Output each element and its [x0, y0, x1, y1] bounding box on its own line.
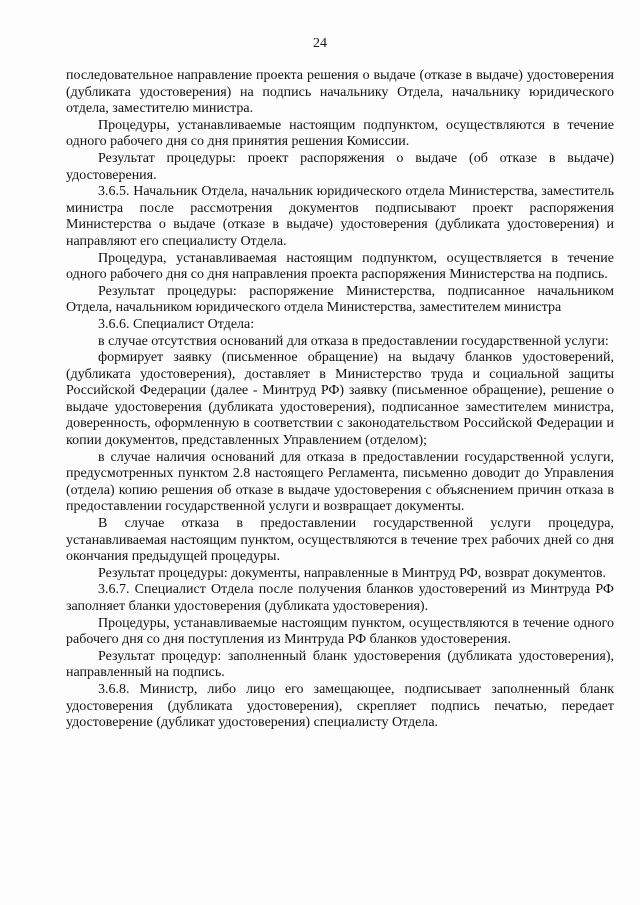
paragraph: Процедура, устанавливаемая настоящим подпунктом, осуществляется в течение одного рабочего дня со дня направления проекта распоряжения Министерства на подпись.	[66, 250, 614, 283]
paragraph: последовательное направление проекта решения о выдаче (отказе в выдаче) удостоверения (дубликата удостоверения) на подпись начальнику Отдела, начальнику юридического отдела, заместителю министра.	[66, 68, 614, 117]
paragraph: в случае отсутствия оснований для отказа в предоставлении государственной услуги:	[98, 333, 609, 349]
paragraph: В случае отказа в предоставлении государственной услуги процедура, устанавливаемая настоящим пунктом, осуществляются в течение трех рабочих дней со дня окончания предыдущей процедуры.	[66, 516, 614, 565]
body-text	[66, 68, 614, 732]
paragraph: Результат процедуры: распоряжение Министерства, подписанное начальником Отдела, начальником юридического отдела Министерства, заместителем министра	[66, 283, 614, 316]
paragraph: в случае наличия оснований для отказа в предоставлении государственной услуги, предусмотренных пунктом 2.8 настоящего Регламента, письменно доводит до Управления (отдела) копию решения об отказе в выдаче удостоверения с объяснением причин отказа в предоставлении государственной услуги и возвращает документы.	[66, 449, 614, 515]
paragraph: Процедуры, устанавливаемые настоящим пунктом, осуществляются в течение одного рабочего дня со дня поступления из Минтруда РФ бланков удостоверения.	[66, 615, 614, 648]
paragraph: 3.6.5. Начальник Отдела, начальник юридического отдела Министерства, заместитель министра после рассмотрения документов подписывают проект распоряжения Министерства о выдаче (отказе в выдаче) удостоверения (дубликата удостоверения) и направляют его специалисту Отдела.	[66, 184, 614, 249]
paragraph: Результат процедуры: проект распоряжения о выдаче (об отказе в выдаче) удостоверения.	[66, 150, 614, 183]
paragraph: 3.6.6. Специалист Отдела:	[98, 316, 255, 332]
paragraph: Результат процедуры: документы, направленные в Минтруд РФ, возврат документов.	[98, 565, 606, 581]
paragraph: Результат процедур: заполненный бланк удостоверения (дубликата удостоверения), направленный на подпись.	[66, 648, 614, 681]
page-number: 24	[313, 36, 327, 51]
paragraph: Процедуры, устанавливаемые настоящим подпунктом, осуществляются в течение одного рабочего дня со дня принятия решения Комиссии.	[66, 117, 614, 150]
paragraph: формирует заявку (письменное обращение) на выдачу бланков удостоверений, (дубликата удостоверения), доставляет в Министерство труда и социальной защиты Российской Федерации (далее - Минтруд РФ) заявку (письменное обращение), решение о выдаче удостоверения (дубликата удостоверения), подписанное заместителем министра, доверенность, оформленную в соответствии с законодательством Российской Федерации и копии документов, представленных Управлением (отделом);	[66, 350, 614, 449]
paragraph: 3.6.8. Министр, либо лицо его замещающее, подписывает заполненный бланк удостоверения (дубликата удостоверения), скрепляет подпись печатью, передает удостоверение (дубликат удостоверения) специалисту Отдела.	[66, 681, 614, 731]
paragraph: 3.6.7. Специалист Отдела после получения бланков удостоверений из Минтруда РФ заполняет бланки удостоверения (дубликата удостоверения).	[66, 582, 614, 614]
